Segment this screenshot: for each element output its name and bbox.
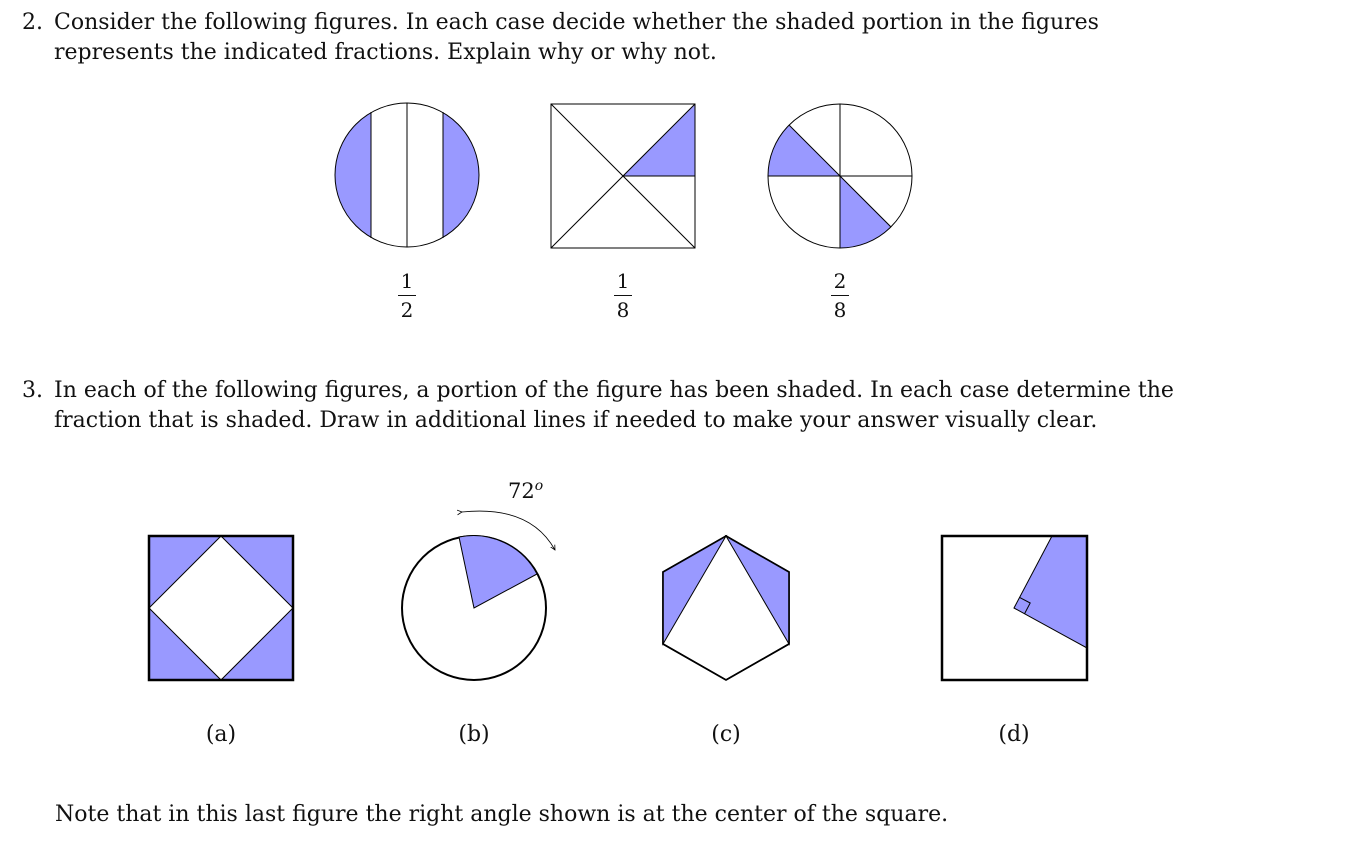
- fraction-one-eighth: [608, 270, 638, 321]
- figure-d-square-right-angle: [942, 536, 1087, 680]
- shaded-sector-bottom-right: [840, 176, 891, 248]
- shaded-sector-top-left: [768, 125, 840, 176]
- note-text: Note that in this last figure the right angle shown is at the center of the square.: [55, 802, 949, 827]
- problem-3-number: 3.: [22, 378, 43, 403]
- fraction-one-half: [392, 270, 422, 321]
- problem-2-number: 2.: [22, 10, 43, 35]
- angle-label: [508, 478, 543, 503]
- angle-value: 72: [508, 479, 535, 503]
- fraction-two-eighths: [825, 270, 855, 321]
- figure-circle-eighths: [768, 104, 912, 248]
- caption-b: (b): [458, 722, 490, 747]
- fraction-numerator: 2: [833, 269, 847, 293]
- figure-b-circle-sector: [402, 511, 555, 680]
- angle-unit: o: [534, 478, 544, 494]
- caption-a: (a): [205, 722, 237, 747]
- figure-circle-strips: [330, 100, 484, 250]
- fraction-bar: [831, 295, 849, 296]
- fraction-numerator: 1: [400, 269, 414, 293]
- figure-a-square-diamond: [149, 536, 293, 680]
- fraction-bar: [614, 295, 632, 296]
- fraction-bar: [398, 295, 416, 296]
- shaded-strip-left: [330, 100, 371, 250]
- figure-c-hexagon: [663, 536, 789, 680]
- problem-2-text: Consider the following figures. In each case decide whether the shaded portion in the figures represents the indicated fractions. Explain why or why not.: [54, 10, 1099, 65]
- shaded-strip-right: [443, 100, 484, 250]
- problem-3-text: In each of the following figures, a portion of the figure has been shaded. In each case determine the fraction that is shaded. Draw in additional lines if needed to make your answer visually clear.: [54, 378, 1174, 433]
- fraction-denominator: 8: [616, 298, 630, 323]
- caption-c: (c): [711, 722, 741, 747]
- fraction-numerator: 1: [616, 269, 630, 293]
- caption-d: (d): [998, 722, 1030, 747]
- figure-square-diagonals: [551, 104, 695, 248]
- fraction-denominator: 8: [833, 298, 847, 323]
- fraction-denominator: 2: [400, 298, 414, 323]
